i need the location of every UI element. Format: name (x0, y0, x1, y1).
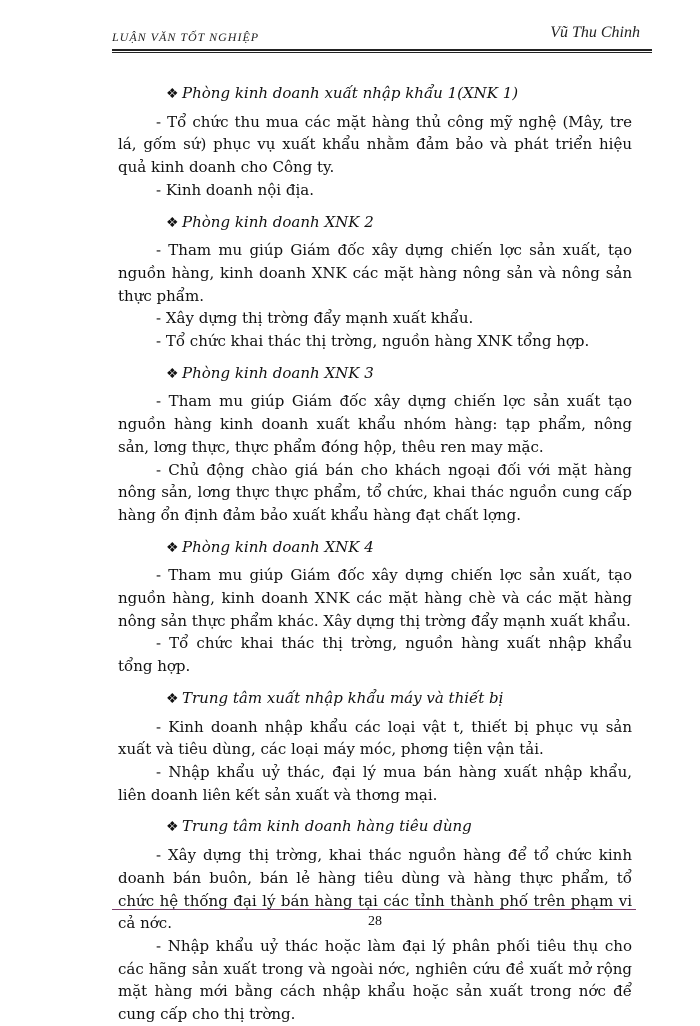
paragraph: - Nhập khẩu uỷ thác, đại lý mua bán hàng xuất nhập khẩu, liên doanh liên kết sản xuất và thơng mại. (118, 762, 632, 804)
diamond-bullet-icon: ❖ (166, 690, 179, 707)
page-number: 28 (368, 914, 382, 929)
paragraph: - Tham mu giúp Giám đốc xây dựng chiến lợc sản xuất, tạo nguồn hàng, kinh doanh XNK các mặt hàng nông sản và nông sản thực phẩm. (118, 241, 632, 305)
paragraph: - Tham mu giúp Giám đốc xây dựng chiến lợc sản xuất tạo nguồn hàng kinh doanh xuất khẩu nhóm hàng: tạp phẩm, nông sản, lơng thực, thực phẩm đóng hộp, thêu ren may mặc. (118, 392, 632, 456)
footer-rule (112, 909, 636, 910)
running-header-title: LUẬN VĂN TỐT NGHIỆP (112, 30, 260, 44)
paragraph: - Nhập khẩu uỷ thác hoặc làm đại lý phân phối tiêu thụ cho các hãng sản xuất trong và ngoài nớc, nghiên cứu đề xuất mở rộng mặt hàng mới bằng cách nhập khẩu hoặc sản xuất trong nớc để cung cấp cho thị trờng. (118, 936, 632, 1024)
header-rule (112, 49, 652, 53)
paragraph: - Tổ chức khai thác thị trờng, nguồn hàng XNK tổng hợp. (156, 332, 590, 351)
section-heading-text: Phòng kinh doanh XNK 2 (182, 212, 374, 231)
diamond-bullet-icon: ❖ (166, 819, 179, 836)
diamond-bullet-icon: ❖ (166, 86, 179, 102)
section-heading-text: Trung tâm kinh doanh hàng tiêu dùng (182, 817, 472, 836)
document-body (118, 82, 632, 1026)
running-header-author: Vũ Thu Chinh (550, 24, 640, 41)
section-heading-text: Phòng kinh doanh XNK 4 (182, 537, 374, 556)
paragraph: - Tổ chức thu mua các mặt hàng thủ công mỹ nghệ (Mây, tre lá, gốm sứ) phục vụ xuất khẩu nhằm đảm bảo và phát triển hiệu quả kinh doanh cho Công ty. (118, 112, 632, 177)
diamond-bullet-icon: ❖ (166, 539, 179, 556)
paragraph: - Xây dựng thị trờng, khai thác nguồn hàng để tổ chức kinh doanh bán buôn, bán lẻ hàng tiêu dùng và hàng thực phẩm, tổ chức hệ thống đại lý bán hàng tại các tỉnh thành phố trên phạm vi cả nớc. (118, 846, 632, 933)
section-heading-text: Trung tâm xuất nhập khẩu máy và thiết bị (182, 688, 504, 707)
section-heading (166, 211, 632, 235)
section-heading (166, 815, 632, 839)
section-heading (166, 82, 632, 106)
diamond-bullet-icon: ❖ (166, 214, 179, 231)
paragraph: - Kinh doanh nội địa. (156, 180, 314, 199)
section-heading-text: Phòng kinh doanh xuất nhập khẩu 1(XNK 1) (182, 84, 519, 102)
section-heading (166, 536, 632, 560)
diamond-bullet-icon: ❖ (166, 365, 179, 382)
section-heading-text: Phòng kinh doanh XNK 3 (182, 363, 374, 382)
paragraph: - Tham mu giúp Giám đốc xây dựng chiến lợc sản xuất, tạo nguồn hàng, kinh doanh XNK các mặt hàng chè và các mặt hàng nông sản thực phẩm khác. Xây dựng thị trờng đẩy mạnh xuất khẩu. (118, 566, 632, 630)
paragraph: - Xây dựng thị trờng đẩy mạnh xuất khẩu. (156, 309, 474, 328)
section-heading (166, 687, 632, 711)
paragraph: - Tổ chức khai thác thị trờng, nguồn hàng xuất nhập khẩu tổng hợp. (118, 634, 632, 676)
paragraph: - Kinh doanh nhập khẩu các loại vật t, thiết bị phục vụ sản xuất và tiêu dùng, các loại máy móc, phơng tiện vận tải. (118, 717, 632, 759)
section-heading (166, 362, 632, 386)
paragraph: - Chủ động chào giá bán cho khách ngoại đối với mặt hàng nông sản, lơng thực thực phẩm, tổ chức, khai thác nguồn cung cấp hàng ổn định đảm bảo xuất khẩu hàng đạt chất lợng. (118, 460, 632, 524)
